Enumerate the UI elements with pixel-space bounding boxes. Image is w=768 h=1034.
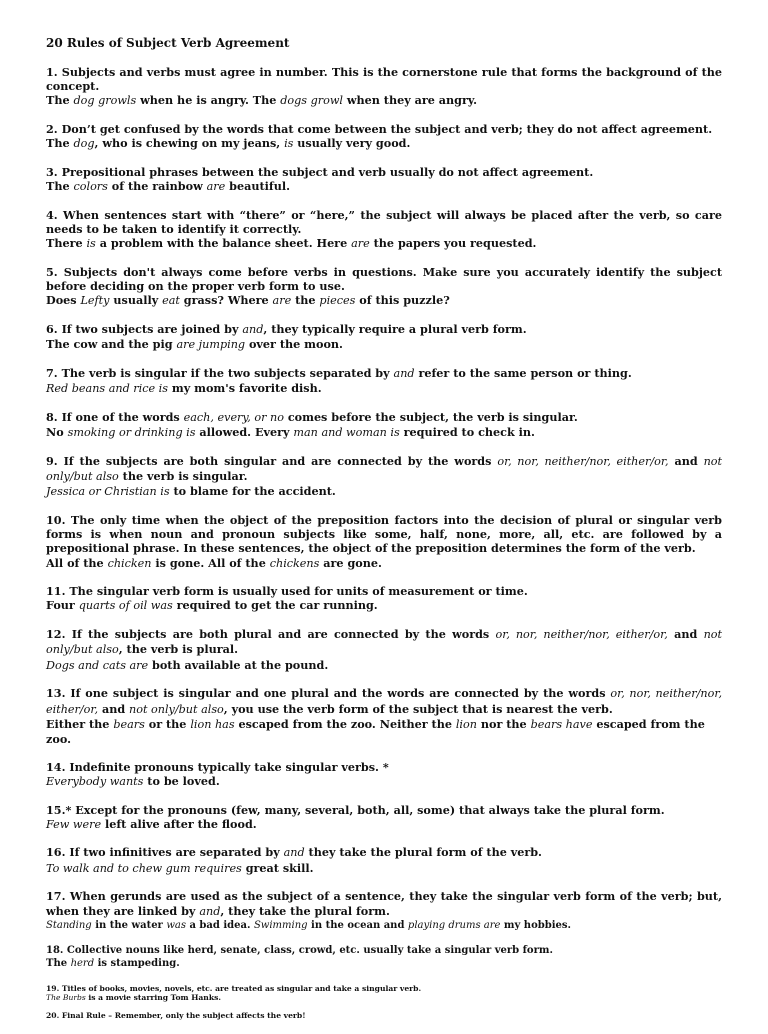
- italic-phrase: man and woman is: [293, 426, 400, 440]
- rule-20: [46, 1011, 722, 1020]
- text-run: is gone. All of the: [151, 555, 270, 570]
- text-run: beautiful.: [225, 179, 290, 194]
- rule-example: [46, 179, 722, 194]
- rule-example: [46, 136, 722, 151]
- rule-statement: 11. The singular verb form is usually used for units of measurement or time.: [46, 584, 528, 599]
- rule-16: [46, 845, 722, 875]
- text-run: a bad idea.: [185, 919, 254, 931]
- italic-phrase: To walk and to chew gum requires: [46, 861, 242, 875]
- rule-statement: 5. Subjects don't always come before verbs in questions. Make sure you accurately identify the subject before deciding on the proper verb form to use.: [46, 265, 722, 294]
- text-run: escaped from the zoo.: [46, 716, 705, 746]
- rule-15: [46, 803, 722, 832]
- italic-phrase: and: [393, 367, 415, 381]
- italic-phrase: dog: [73, 137, 95, 151]
- rule-example: [46, 556, 722, 571]
- rule-example: [46, 993, 722, 1002]
- rule-9: [46, 454, 722, 500]
- text-run: The cow and the pig: [46, 337, 177, 352]
- text-run: in the ocean and: [307, 919, 408, 931]
- italic-phrase: each, every, or no: [183, 410, 284, 424]
- text-run: required to check in.: [399, 425, 535, 440]
- italic-phrase: chickens: [269, 556, 320, 570]
- text-run: and: [668, 453, 704, 468]
- italic-phrase: Lefty: [80, 294, 110, 308]
- italic-phrase: Few were: [46, 817, 102, 831]
- italic-phrase: Dogs and cats are: [46, 658, 149, 672]
- text-run: No: [46, 425, 68, 440]
- italic-phrase: Red beans and rice is: [46, 382, 168, 396]
- text-run: The: [46, 93, 74, 108]
- text-run: my mom's favorite dish.: [168, 381, 322, 396]
- text-run: is stampeding.: [94, 957, 180, 969]
- text-run: , they typically require a plural verb form.: [263, 322, 527, 337]
- text-run: 6. If two subjects are joined by: [46, 322, 243, 337]
- text-run: All of the: [46, 555, 108, 570]
- rule-statement: [46, 366, 722, 381]
- text-run: required to get the car running.: [172, 598, 378, 613]
- rule-13: [46, 686, 722, 746]
- italic-phrase: smoking or drinking is: [67, 426, 196, 440]
- italic-phrase: dog growls: [73, 94, 137, 108]
- rule-statement: [46, 845, 722, 860]
- italic-phrase: pieces: [319, 294, 356, 308]
- text-run: to be loved.: [143, 773, 220, 788]
- text-run: when they are angry.: [343, 93, 477, 108]
- text-run: or the: [144, 716, 191, 731]
- italic-phrase: lion has: [190, 717, 235, 731]
- text-run: of this puzzle?: [355, 293, 450, 308]
- rule-10: [46, 513, 722, 571]
- rule-19: [46, 984, 722, 1002]
- text-run: 9. If the subjects are both singular and are connected by the words: [46, 453, 498, 468]
- rule-statement: 10. The only time when the object of the preposition factors into the decision of plural or singular verb forms is when noun and pronoun subjects like some, half, none, more, all, etc. are followed by a prepositional phrase. In these sentences, the object of the preposition determines the form of the verb.: [46, 512, 722, 556]
- text-run: Either the: [46, 716, 114, 731]
- text-run: allowed. Every: [195, 425, 294, 440]
- italic-phrase: was: [166, 919, 186, 931]
- text-run: comes before the subject, the verb is singular.: [283, 409, 578, 424]
- rules-list: [46, 65, 722, 1020]
- rule-example: [46, 93, 722, 108]
- italic-phrase: colors: [73, 180, 108, 194]
- text-run: to blame for the accident.: [169, 484, 336, 499]
- rule-statement: [46, 322, 722, 337]
- italic-phrase: are jumping: [176, 338, 246, 352]
- text-run: , the verb is plural.: [118, 642, 239, 657]
- rule-example: [46, 861, 722, 876]
- rule-example: [46, 293, 722, 308]
- rule-statement: 14. Indefinite pronouns typically take singular verbs. *: [46, 759, 389, 774]
- rule-statement: 3. Prepositional phrases between the subject and verb usually do not affect agreement.: [46, 165, 594, 180]
- text-run: both available at the pound.: [148, 657, 329, 672]
- rule-example: [46, 774, 722, 789]
- italic-phrase: and: [199, 904, 221, 918]
- italic-phrase: chicken: [107, 556, 152, 570]
- italic-phrase: not only/but also: [129, 702, 224, 716]
- italic-phrase: not only/but also: [46, 454, 722, 484]
- rule-example: [46, 658, 722, 673]
- rule-example: [46, 817, 722, 832]
- text-run: are gone.: [319, 555, 382, 570]
- text-run: refer to the same person or thing.: [414, 366, 632, 381]
- italic-phrase: bears: [113, 717, 145, 731]
- rule-example: [46, 958, 722, 971]
- italic-phrase: are: [206, 180, 226, 194]
- rule-18: [46, 945, 722, 970]
- text-run: 16. If two infinitives are separated by: [46, 845, 284, 860]
- text-run: my hobbies.: [500, 919, 571, 931]
- rule-example: [46, 484, 722, 499]
- italic-phrase: eat: [162, 294, 180, 308]
- rule-example: [46, 919, 722, 932]
- text-run: usually: [109, 293, 163, 308]
- text-run: and: [667, 627, 704, 642]
- rule-example: [46, 337, 722, 352]
- text-run: a problem with the balance sheet. Here: [95, 236, 352, 251]
- italic-phrase: Swimming: [253, 919, 308, 931]
- text-run: the: [291, 293, 320, 308]
- text-run: over the moon.: [245, 337, 343, 352]
- rule-statement: [46, 686, 722, 716]
- rule-example: [46, 717, 722, 746]
- text-run: the papers you requested.: [369, 236, 537, 251]
- text-run: 12. If the subjects are both plural and are connected by the words: [46, 627, 496, 642]
- text-run: 8. If one of the words: [46, 409, 184, 424]
- italic-phrase: herd: [70, 957, 95, 969]
- italic-phrase: is: [86, 237, 96, 251]
- italic-phrase: bears have: [530, 717, 593, 731]
- rule-statement: 4. When sentences start with “there” or “here,” the subject will always be placed after the verb, so care needs to be taken to identify it correctly.: [46, 207, 722, 237]
- text-run: There: [46, 236, 87, 251]
- rule-statement: 15.* Except for the pronouns (few, many, several, both, all, some) that always take the plural form.: [46, 802, 665, 817]
- text-run: , they take the plural form.: [220, 903, 390, 918]
- rule-example: [46, 381, 722, 396]
- text-run: and: [98, 701, 130, 716]
- italic-phrase: are: [351, 237, 370, 251]
- text-run: when he is angry. The: [136, 93, 281, 108]
- text-run: The: [46, 957, 71, 969]
- text-run: nor the: [476, 716, 531, 731]
- italic-phrase: are: [272, 294, 292, 308]
- rule-3: [46, 165, 722, 194]
- document-page: [46, 36, 722, 1034]
- text-run: of the rainbow: [107, 179, 207, 194]
- italic-phrase: The Burbs: [46, 992, 86, 1002]
- italic-phrase: lion: [455, 717, 477, 731]
- text-run: The: [46, 179, 74, 194]
- rule-1: [46, 65, 722, 109]
- text-run: in the water: [91, 919, 167, 931]
- rule-2: [46, 122, 722, 151]
- text-run: 13. If one subject is singular and one plural and the words are connected by the words: [46, 686, 611, 701]
- text-run: , you use the verb form of the subject that is nearest the verb.: [223, 701, 613, 716]
- rule-4: [46, 208, 722, 252]
- rule-7: [46, 366, 722, 396]
- rule-example: [46, 425, 722, 440]
- text-run: the verb is singular.: [118, 469, 248, 484]
- rule-11: [46, 584, 722, 613]
- italic-phrase: quarts of oil was: [78, 599, 173, 613]
- rule-statement: [46, 889, 722, 918]
- rule-17: [46, 889, 722, 931]
- italic-phrase: not only/but also: [46, 628, 722, 657]
- text-run: usually very good.: [293, 136, 411, 151]
- rule-5: [46, 265, 722, 309]
- italic-phrase: is: [284, 137, 294, 151]
- italic-phrase: Everybody wants: [46, 774, 144, 788]
- page-title: 20 Rules of Subject Verb Agreement: [46, 36, 290, 50]
- rule-statement: [46, 454, 722, 484]
- rule-12: [46, 627, 722, 673]
- rule-statement: 20. Final Rule – Remember, only the subject affects the verb!: [46, 1011, 306, 1021]
- italic-phrase: Jessica or Christian is: [46, 485, 170, 499]
- rule-statement: 18. Collective nouns like herd, senate, class, crowd, etc. usually take a singular verb form.: [46, 945, 553, 957]
- italic-phrase: playing drums are: [407, 919, 501, 931]
- text-run: they take the plural form of the verb.: [304, 845, 542, 860]
- text-run: , who is chewing on my jeans,: [94, 136, 285, 151]
- text-run: Four: [46, 598, 79, 613]
- text-run: great skill.: [241, 860, 314, 875]
- italic-phrase: Standing: [46, 919, 92, 931]
- italic-phrase: dogs growl: [280, 94, 343, 108]
- italic-phrase: or, nor, neither/nor, either/or,: [495, 628, 668, 642]
- italic-phrase: or, nor, neither/nor, either/or,: [46, 687, 723, 716]
- text-run: Does: [46, 293, 81, 308]
- italic-phrase: and: [283, 846, 305, 860]
- italic-phrase: or, nor, neither/nor, either/or,: [497, 454, 669, 468]
- text-run: The: [46, 136, 74, 151]
- rule-6: [46, 322, 722, 352]
- rule-14: [46, 760, 722, 789]
- text-run: 7. The verb is singular if the two subjects separated by: [46, 366, 394, 381]
- rule-8: [46, 410, 722, 440]
- rule-example: [46, 598, 722, 613]
- rule-example: [46, 236, 722, 251]
- rule-statement: 2. Don’t get confused by the words that come between the subject and verb; they do not affect agreement.: [46, 122, 713, 137]
- text-run: is a movie starring Tom Hanks.: [85, 992, 222, 1002]
- rule-statement: [46, 627, 722, 657]
- rule-statement: 1. Subjects and verbs must agree in number. This is the cornerstone rule that forms the background of the concept.: [46, 65, 722, 94]
- text-run: escaped from the zoo. Neither the: [234, 716, 456, 731]
- rule-statement: [46, 410, 722, 425]
- rule-statement: 19. Titles of books, movies, novels, etc. are treated as singular and take a singular verb.: [46, 983, 422, 993]
- text-run: grass? Where: [179, 293, 273, 308]
- text-run: left alive after the flood.: [101, 816, 257, 831]
- text-run: 17. When gerunds are used as the subject of a sentence, they take the singular verb form of the verb; but, when they are linked by: [46, 889, 722, 918]
- italic-phrase: and: [242, 323, 264, 337]
